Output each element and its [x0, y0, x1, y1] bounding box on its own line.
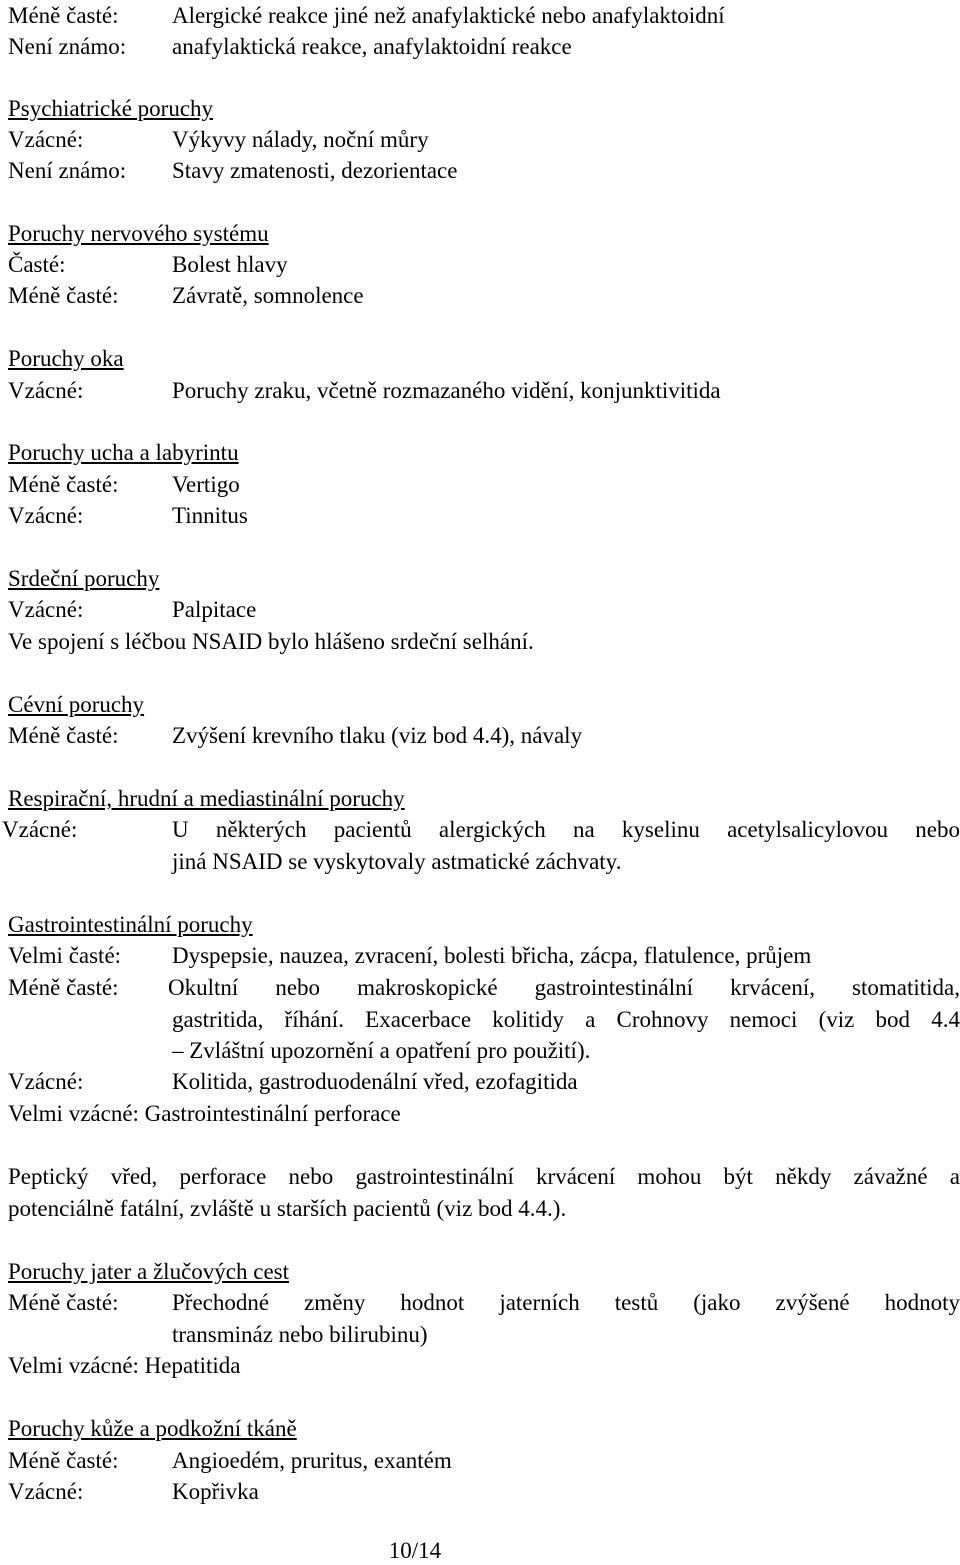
effect-text: Kolitida, gastroduodenální vřed, ezofagitida: [172, 1069, 578, 1094]
section-heading: Cévní poruchy: [8, 692, 145, 717]
effect-text-continued: jiná NSAID se vyskytovaly astmatické záchvaty.: [172, 849, 622, 874]
entry-row: [8, 1476, 960, 1507]
entry-row: [8, 1287, 960, 1318]
effect-text-continued: gastritida, říhání. Exacerbace kolitidy a Crohnovy nemoci (viz bod 4.4: [172, 1007, 960, 1032]
frequency-label: Není známo:: [8, 34, 127, 59]
frequency-label: Vzácné:: [8, 503, 84, 528]
effect-text: Palpitace: [172, 597, 257, 622]
effect-text-continued: transmináz nebo bilirubinu): [172, 1322, 428, 1347]
entry-row: [8, 280, 960, 311]
entry-row: [8, 0, 960, 31]
effect-text: U některých pacientů alergických na kyselinu acetylsalicylovou nebo: [172, 817, 960, 842]
paragraph-line: potenciálně fatální, zvláště u starších pacientů (viz bod 4.4.).: [8, 1196, 567, 1221]
entry-row: [8, 720, 960, 751]
section-heading: Poruchy kůže a podkožní tkáně: [8, 1416, 297, 1441]
section-heading: Respirační, hrudní a mediastinální poruchy: [8, 786, 405, 811]
entry-continuation: [8, 1319, 960, 1350]
entry-continuation: [8, 1004, 960, 1035]
section-heading: Gastrointestinální poruchy: [8, 912, 253, 937]
entry-row: [8, 155, 960, 186]
frequency-label: Vzácné:: [2, 817, 78, 842]
frequency-label: Méně časté:: [8, 283, 119, 308]
entry-row: [8, 500, 960, 531]
entry-row: [8, 940, 960, 971]
effect-text: Vertigo: [172, 472, 240, 497]
section-heading: Srdeční poruchy: [8, 566, 160, 591]
entry-row: [8, 469, 960, 500]
frequency-label: Méně časté:: [8, 472, 119, 497]
entry-row: [0, 814, 960, 845]
entry-row: [8, 1445, 960, 1476]
entry-row: [8, 375, 960, 406]
effect-text: Bolest hlavy: [172, 252, 288, 277]
section-heading: Poruchy ucha a labyrintu: [8, 440, 239, 465]
entry-row: [8, 124, 960, 155]
effect-text: Angioedém, pruritus, exantém: [172, 1448, 452, 1473]
section-heading: Poruchy oka: [8, 346, 124, 371]
frequency-label: Velmi časté:: [8, 943, 122, 968]
effect-text: Přechodné změny hodnot jaterních testů (jako zvýšené hodnoty: [172, 1290, 960, 1315]
frequency-label: Vzácné:: [8, 1069, 84, 1094]
effect-text: Stavy zmatenosti, dezorientace: [172, 158, 458, 183]
entry-continuation: [8, 1035, 960, 1066]
entry-row: [8, 972, 960, 1003]
frequency-label: Časté:: [8, 252, 66, 277]
entry-row: Velmi vzácné: Hepatitida: [8, 1353, 241, 1378]
entry-row: Velmi vzácné: Gastrointestinální perforace: [8, 1101, 401, 1126]
effect-text: Závratě, somnolence: [172, 283, 364, 308]
frequency-label: Vzácné:: [8, 597, 84, 622]
effect-text: Tinnitus: [172, 503, 248, 528]
effect-text: Zvýšení krevního tlaku (viz bod 4.4), návaly: [172, 723, 583, 748]
effect-text: anafylaktická reakce, anafylaktoidní reakce: [172, 34, 572, 59]
frequency-label: Méně časté:: [8, 723, 119, 748]
page-number: 10/14: [388, 1538, 442, 1563]
frequency-label: Není známo:: [8, 158, 127, 183]
effect-text: Dyspepsie, nauzea, zvracení, bolesti břicha, zácpa, flatulence, průjem: [172, 943, 812, 968]
frequency-label: Vzácné:: [8, 378, 84, 403]
effect-text: Alergické reakce jiné než anafylaktické nebo anafylaktoidní: [172, 3, 725, 28]
frequency-label: Méně časté:: [8, 3, 119, 28]
effect-text: Poruchy zraku, včetně rozmazaného vidění, konjunktivitida: [172, 378, 721, 403]
frequency-label: Méně časté:: [8, 1448, 119, 1473]
effect-text: Okultní nebo makroskopické gastrointestinální krvácení, stomatitida,: [168, 975, 960, 1000]
entry-row: [8, 594, 960, 625]
effect-text-continued: – Zvláštní upozornění a opatření pro použití).: [172, 1038, 591, 1063]
note-text: Ve spojení s léčbou NSAID bylo hlášeno srdeční selhání.: [8, 629, 534, 654]
effect-text: Výkyvy nálady, noční můry: [172, 127, 429, 152]
paragraph-line: Peptický vřed, perforace nebo gastrointestinální krvácení mohou být někdy závažné a: [8, 1164, 960, 1189]
entry-continuation: [8, 846, 960, 877]
entry-row: [8, 1066, 960, 1097]
effect-text: Kopřivka: [172, 1479, 259, 1504]
entry-row: [8, 249, 960, 280]
frequency-label: Vzácné:: [8, 1479, 84, 1504]
frequency-label: Méně časté:: [8, 1290, 119, 1315]
section-heading: Psychiatrické poruchy: [8, 96, 214, 121]
section-heading: Poruchy jater a žlučových cest: [8, 1259, 289, 1284]
entry-row: [8, 31, 960, 62]
frequency-label: Méně časté:: [8, 975, 119, 1000]
frequency-label: Vzácné:: [8, 127, 84, 152]
section-heading: Poruchy nervového systému: [8, 221, 269, 246]
